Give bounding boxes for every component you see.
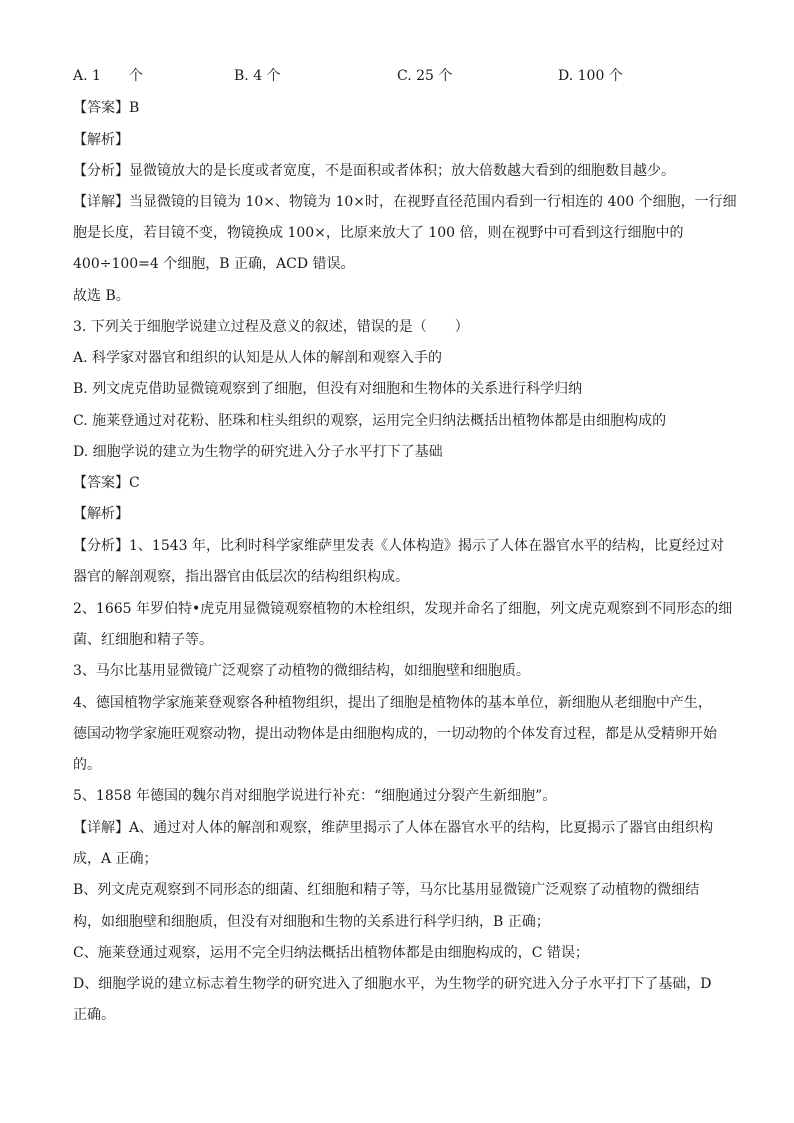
q2-xiangjie-line-1: 【详解】当显微镜的目镜为 10×、物镜为 10×时，在视野直径范围内看到一行相连的 400 个细胞，一行细: [73, 194, 737, 210]
q2-option-c: C. 25 个: [397, 68, 453, 84]
q3-fenxi-4-line-3: 的。: [73, 757, 101, 773]
q2-xiangjie-line-2: 胞是长度，若目镜不变，物镜换成 100×，比原来放大了 100 倍，则在视野中可看到这行细胞中的: [73, 225, 684, 241]
q3-fenxi-3: 3、马尔比基用显微镜广泛观察了动植物的微细结构，如细胞壁和细胞质。: [73, 663, 530, 679]
q3-xiangjie-d-line-2: 正确。: [73, 1007, 115, 1023]
q3-stem: 3. 下列关于细胞学说建立过程及意义的叙述，错误的是（ ）: [73, 319, 469, 335]
q3-option-b: B. 列文虎克借助显微镜观察到了细胞，但没有对细胞和生物体的关系进行科学归纳: [73, 381, 583, 397]
q2-conclusion: 故选 B。: [73, 288, 130, 304]
q3-fenxi-1-line-1: 【分析】1、1543 年，比利时科学家维萨里发表《人体构造》揭示了人体在器官水平的结构，比夏经过对: [73, 538, 724, 554]
q3-xiangjie-a-line-1: 【详解】A、通过对人体的解剖和观察，维萨里揭示了人体在器官水平的结构，比夏揭示了器官由组织构: [73, 820, 714, 836]
q2-option-a: A. 1 个: [73, 68, 143, 84]
q2-analysis-label: 【解析】: [73, 132, 129, 148]
q3-option-d: D. 细胞学说的建立为生物学的研究进入分子水平打下了基础: [73, 444, 443, 460]
q3-answer: 【答案】C: [73, 475, 140, 491]
q2-fenxi: 【分析】显微镜放大的是长度或者宽度，不是面积或者体积；放大倍数越大看到的细胞数目越少。: [73, 163, 675, 179]
q3-fenxi-4-line-1: 4、德国植物学家施莱登观察各种植物组织，提出了细胞是植物体的基本单位，新细胞从老细胞中产生，: [73, 695, 712, 711]
q2-option-d: D. 100 个: [558, 68, 623, 84]
q3-fenxi-4-line-2: 德国动物学家施旺观察动物，提出动物体是由细胞构成的，一切动物的个体发育过程，都是从受精卵开始: [73, 726, 717, 742]
q2-xiangjie-line-3: 400÷100=4 个细胞，B 正确，ACD 错误。: [73, 256, 355, 272]
q2-answer: 【答案】B: [73, 100, 140, 116]
q3-option-a: A. 科学家对器官和组织的认知是从人体的解剖和观察入手的: [73, 350, 443, 366]
q3-fenxi-2-line-1: 2、1665 年罗伯特•虎克用显微镜观察植物的木栓组织，发现并命名了细胞，列文虎克观察到不同形态的细: [73, 601, 733, 617]
q3-fenxi-5: 5、1858 年德国的魏尔肖对细胞学说进行补充：“细胞通过分裂产生新细胞”。: [73, 788, 557, 804]
q3-xiangjie-d-line-1: D、细胞学说的建立标志着生物学的研究进入了细胞水平，为生物学的研究进入分子水平打下了基础，D: [73, 976, 712, 992]
q2-option-b: B. 4 个: [234, 68, 281, 84]
q3-analysis-label: 【解析】: [73, 506, 129, 522]
q3-xiangjie-b-line-2: 构，如细胞壁和细胞质，但没有对细胞和生物的关系进行科学归纳，B 正确；: [73, 914, 550, 930]
q3-xiangjie-c: C、施莱登通过观察，运用不完全归纳法概括出植物体都是由细胞构成的，C 错误；: [73, 945, 589, 961]
q3-fenxi-2-line-2: 菌、红细胞和精子等。: [73, 632, 213, 648]
q3-fenxi-1-line-2: 器官的解剖观察，指出器官由低层次的结构组织构成。: [73, 569, 409, 585]
q3-xiangjie-a-line-2: 成，A 正确；: [73, 851, 158, 867]
q3-option-c: C. 施莱登通过对花粉、胚珠和柱头组织的观察，运用完全归纳法概括出植物体都是由细胞构成的: [73, 413, 667, 429]
q3-xiangjie-b-line-1: B、列文虎克观察到不同形态的细菌、红细胞和精子等，马尔比基用显微镜广泛观察了动植物的微细结: [73, 882, 700, 898]
